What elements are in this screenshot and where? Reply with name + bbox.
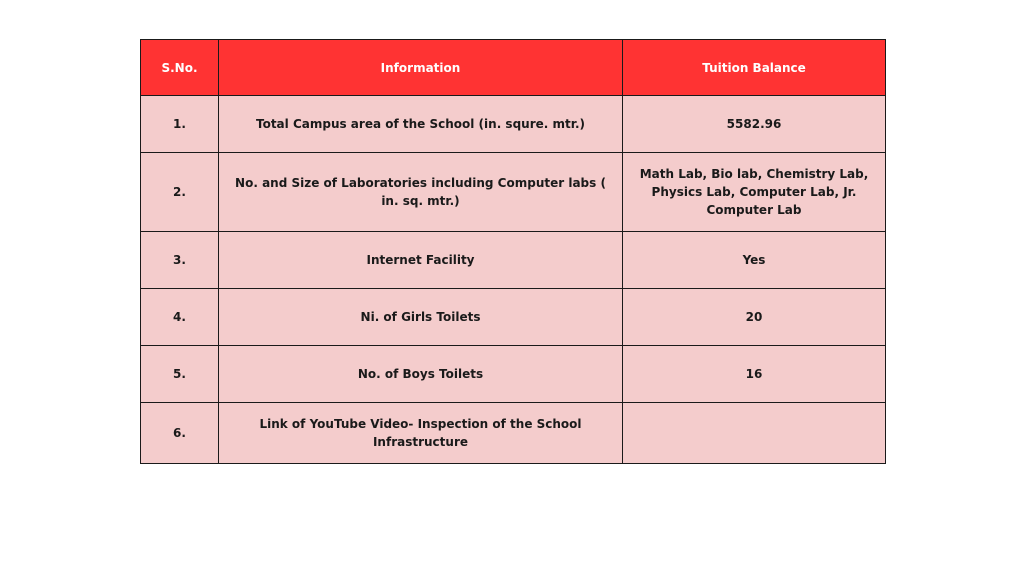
- header-sno: S.No.: [141, 40, 219, 96]
- table-header-row: [141, 40, 886, 96]
- cell-value: 16: [623, 346, 886, 403]
- header-tuition-balance: Tuition Balance: [623, 40, 886, 96]
- cell-info: No. of Boys Toilets: [219, 346, 623, 403]
- cell-sno: 4.: [141, 289, 219, 346]
- cell-sno: 1.: [141, 96, 219, 153]
- cell-sno: 3.: [141, 232, 219, 289]
- cell-info: Internet Facility: [219, 232, 623, 289]
- info-table: [140, 39, 886, 464]
- cell-info: Ni. of Girls Toilets: [219, 289, 623, 346]
- table-row: [141, 232, 886, 289]
- table-row: [141, 153, 886, 232]
- table-row: [141, 289, 886, 346]
- cell-value: 5582.96: [623, 96, 886, 153]
- cell-value: Math Lab, Bio lab, Chemistry Lab, Physics Lab, Computer Lab, Jr. Computer Lab: [623, 153, 886, 232]
- cell-sno: 2.: [141, 153, 219, 232]
- cell-info: Total Campus area of the School (in. squre. mtr.): [219, 96, 623, 153]
- table-row: [141, 346, 886, 403]
- cell-info: Link of YouTube Video- Inspection of the School Infrastructure: [219, 403, 623, 464]
- cell-value: Yes: [623, 232, 886, 289]
- cell-sno: 5.: [141, 346, 219, 403]
- cell-sno: 6.: [141, 403, 219, 464]
- cell-info: No. and Size of Laboratories including Computer labs ( in. sq. mtr.): [219, 153, 623, 232]
- table-row: [141, 403, 886, 464]
- table-row: [141, 96, 886, 153]
- header-information: Information: [219, 40, 623, 96]
- cell-value: [623, 403, 886, 464]
- cell-value: 20: [623, 289, 886, 346]
